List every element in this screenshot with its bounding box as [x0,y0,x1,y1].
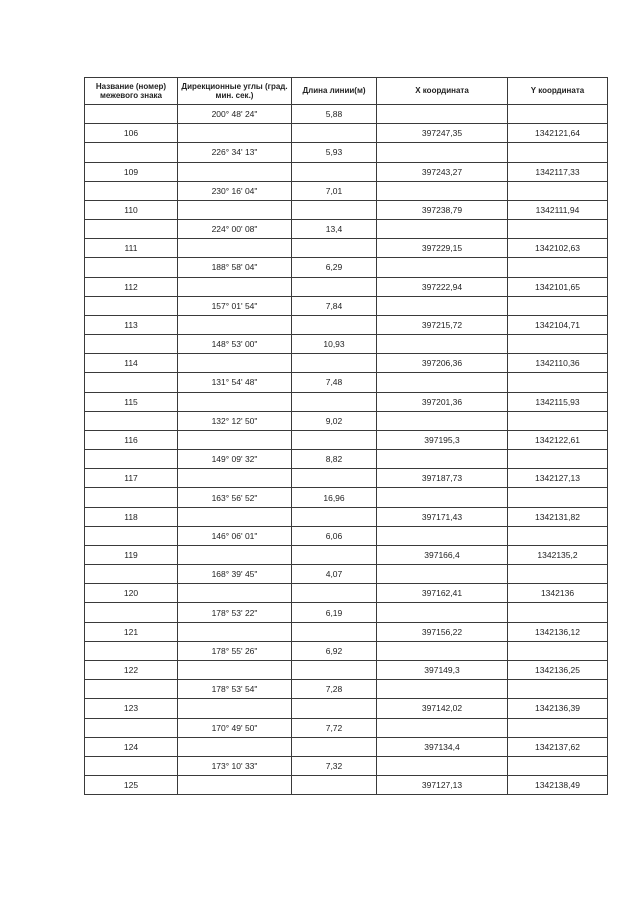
x-cell [377,296,508,315]
length-cell [292,354,377,373]
x-cell: 397229,15 [377,239,508,258]
angle-cell [178,545,292,564]
point-row [85,277,608,296]
point-name-cell [85,718,178,737]
y-cell: 1342111,94 [508,200,608,219]
length-cell [292,622,377,641]
segment-row [85,143,608,162]
y-cell: 1342104,71 [508,315,608,334]
x-cell [377,718,508,737]
point-name-cell: 124 [85,737,178,756]
x-cell: 397206,36 [377,354,508,373]
y-cell [508,105,608,124]
segment-row [85,718,608,737]
y-cell [508,373,608,392]
x-cell: 397149,3 [377,660,508,679]
angle-cell: 149° 09' 32" [178,450,292,469]
y-cell: 1342122,61 [508,430,608,449]
angle-cell [178,162,292,181]
y-cell [508,411,608,430]
y-cell [508,296,608,315]
point-row [85,200,608,219]
point-name-cell: 114 [85,354,178,373]
point-name-cell [85,526,178,545]
point-row [85,162,608,181]
y-cell: 1342136,25 [508,660,608,679]
point-name-cell [85,680,178,699]
angle-cell [178,392,292,411]
table-body [85,105,608,795]
x-cell [377,488,508,507]
length-cell [292,392,377,411]
header-x: Х координата [377,78,508,105]
segment-row [85,335,608,354]
angle-cell [178,124,292,143]
angle-cell: 230° 16' 04" [178,181,292,200]
length-cell [292,277,377,296]
point-name-cell: 117 [85,469,178,488]
x-cell [377,220,508,239]
segment-row [85,756,608,775]
point-name-cell: 123 [85,699,178,718]
length-cell [292,315,377,334]
y-cell [508,565,608,584]
angle-cell: 173° 10' 33" [178,756,292,775]
x-cell: 397215,72 [377,315,508,334]
point-name-cell [85,603,178,622]
segment-row [85,296,608,315]
length-cell: 9,02 [292,411,377,430]
length-cell: 16,96 [292,488,377,507]
header-name: Название (номер) межевого знака [85,78,178,105]
header-angles: Дирекционные углы (град. мин. сек.) [178,78,292,105]
x-cell: 397134,4 [377,737,508,756]
y-cell [508,526,608,545]
length-cell: 13,4 [292,220,377,239]
length-cell [292,776,377,795]
length-cell [292,124,377,143]
point-row [85,545,608,564]
length-cell [292,239,377,258]
header-row [85,78,608,105]
angle-cell [178,430,292,449]
angle-cell [178,584,292,603]
length-cell [292,430,377,449]
point-name-cell: 120 [85,584,178,603]
length-cell: 5,88 [292,105,377,124]
angle-cell: 168° 39' 45" [178,565,292,584]
y-cell: 1342136 [508,584,608,603]
angle-cell: 132° 12' 50" [178,411,292,430]
point-row [85,622,608,641]
point-name-cell [85,181,178,200]
length-cell: 7,84 [292,296,377,315]
length-cell [292,699,377,718]
segment-row [85,411,608,430]
angle-cell: 178° 55' 26" [178,641,292,660]
point-row [85,737,608,756]
angle-cell [178,507,292,526]
length-cell: 6,92 [292,641,377,660]
length-cell [292,660,377,679]
angle-cell [178,776,292,795]
point-name-cell: 118 [85,507,178,526]
y-cell: 1342102,63 [508,239,608,258]
length-cell: 7,72 [292,718,377,737]
point-row [85,315,608,334]
x-cell [377,373,508,392]
y-cell: 1342127,13 [508,469,608,488]
y-cell [508,756,608,775]
angle-cell [178,737,292,756]
angle-cell [178,239,292,258]
x-cell: 397222,94 [377,277,508,296]
point-name-cell: 113 [85,315,178,334]
segment-row [85,565,608,584]
x-cell [377,565,508,584]
point-name-cell: 110 [85,200,178,219]
x-cell [377,756,508,775]
point-name-cell: 116 [85,430,178,449]
length-cell: 7,01 [292,181,377,200]
point-name-cell [85,143,178,162]
segment-row [85,105,608,124]
point-name-cell [85,335,178,354]
point-row [85,430,608,449]
y-cell: 1342135,2 [508,545,608,564]
x-cell [377,526,508,545]
segment-row [85,373,608,392]
length-cell: 6,29 [292,258,377,277]
x-cell [377,258,508,277]
x-cell: 397195,3 [377,430,508,449]
x-cell [377,603,508,622]
coordinates-sheet [84,77,608,795]
y-cell: 1342136,12 [508,622,608,641]
segment-row [85,603,608,622]
segment-row [85,258,608,277]
point-name-cell [85,105,178,124]
y-cell [508,335,608,354]
point-row [85,699,608,718]
y-cell [508,450,608,469]
x-cell [377,680,508,699]
header-length: Длина линии(м) [292,78,377,105]
x-cell: 397247,35 [377,124,508,143]
point-name-cell [85,450,178,469]
point-name-cell: 122 [85,660,178,679]
segment-row [85,641,608,660]
point-name-cell: 111 [85,239,178,258]
x-cell: 397238,79 [377,200,508,219]
point-name-cell: 125 [85,776,178,795]
point-name-cell [85,296,178,315]
point-name-cell [85,488,178,507]
point-name-cell: 115 [85,392,178,411]
segment-row [85,181,608,200]
x-cell: 397142,02 [377,699,508,718]
y-cell [508,603,608,622]
y-cell [508,680,608,699]
point-name-cell [85,373,178,392]
point-name-cell [85,258,178,277]
angle-cell: 157° 01' 54" [178,296,292,315]
point-row [85,392,608,411]
x-cell: 397171,43 [377,507,508,526]
length-cell: 6,06 [292,526,377,545]
y-cell: 1342121,64 [508,124,608,143]
angle-cell: 163° 56' 52" [178,488,292,507]
point-row [85,469,608,488]
x-cell: 397156,22 [377,622,508,641]
length-cell: 4,07 [292,565,377,584]
angle-cell: 146° 06' 01" [178,526,292,545]
angle-cell: 224° 00' 08" [178,220,292,239]
x-cell: 397162,41 [377,584,508,603]
point-row [85,660,608,679]
point-name-cell [85,220,178,239]
x-cell: 397187,73 [377,469,508,488]
length-cell [292,469,377,488]
length-cell: 7,32 [292,756,377,775]
y-cell: 1342137,62 [508,737,608,756]
angle-cell: 148° 53' 00" [178,335,292,354]
point-name-cell [85,756,178,775]
y-cell [508,143,608,162]
point-name-cell: 112 [85,277,178,296]
angle-cell: 170° 49' 50" [178,718,292,737]
point-row [85,124,608,143]
length-cell [292,737,377,756]
y-cell [508,641,608,660]
point-row [85,354,608,373]
angle-cell [178,469,292,488]
y-cell [508,220,608,239]
length-cell: 10,93 [292,335,377,354]
x-cell: 397166,4 [377,545,508,564]
segment-row [85,220,608,239]
angle-cell: 188° 58' 04" [178,258,292,277]
y-cell: 1342138,49 [508,776,608,795]
x-cell [377,181,508,200]
angle-cell [178,315,292,334]
y-cell [508,258,608,277]
angle-cell [178,660,292,679]
y-cell [508,181,608,200]
length-cell: 7,48 [292,373,377,392]
x-cell [377,335,508,354]
length-cell: 5,93 [292,143,377,162]
y-cell: 1342115,93 [508,392,608,411]
length-cell [292,507,377,526]
x-cell [377,411,508,430]
length-cell: 7,28 [292,680,377,699]
point-name-cell [85,641,178,660]
y-cell [508,718,608,737]
length-cell [292,200,377,219]
segment-row [85,450,608,469]
point-name-cell: 121 [85,622,178,641]
y-cell: 1342131,82 [508,507,608,526]
angle-cell: 178° 53' 22" [178,603,292,622]
angle-cell: 226° 34' 13" [178,143,292,162]
length-cell: 6,19 [292,603,377,622]
angle-cell [178,699,292,718]
point-name-cell [85,411,178,430]
y-cell: 1342136,39 [508,699,608,718]
angle-cell [178,277,292,296]
point-name-cell: 119 [85,545,178,564]
point-row [85,507,608,526]
angle-cell: 131° 54' 48" [178,373,292,392]
point-row [85,776,608,795]
x-cell: 397243,27 [377,162,508,181]
angle-cell [178,200,292,219]
x-cell [377,450,508,469]
segment-row [85,488,608,507]
angle-cell: 200° 48' 24" [178,105,292,124]
y-cell: 1342110,36 [508,354,608,373]
header-y: Y координата [508,78,608,105]
length-cell [292,584,377,603]
point-row [85,239,608,258]
y-cell [508,488,608,507]
x-cell [377,641,508,660]
angle-cell [178,622,292,641]
y-cell: 1342117,33 [508,162,608,181]
boundary-table [84,77,608,795]
length-cell: 8,82 [292,450,377,469]
point-row [85,584,608,603]
x-cell [377,105,508,124]
x-cell [377,143,508,162]
angle-cell: 178° 53' 54" [178,680,292,699]
segment-row [85,526,608,545]
point-name-cell [85,565,178,584]
point-name-cell: 106 [85,124,178,143]
y-cell: 1342101,65 [508,277,608,296]
length-cell [292,162,377,181]
segment-row [85,680,608,699]
x-cell: 397127,13 [377,776,508,795]
point-name-cell: 109 [85,162,178,181]
x-cell: 397201,36 [377,392,508,411]
length-cell [292,545,377,564]
angle-cell [178,354,292,373]
